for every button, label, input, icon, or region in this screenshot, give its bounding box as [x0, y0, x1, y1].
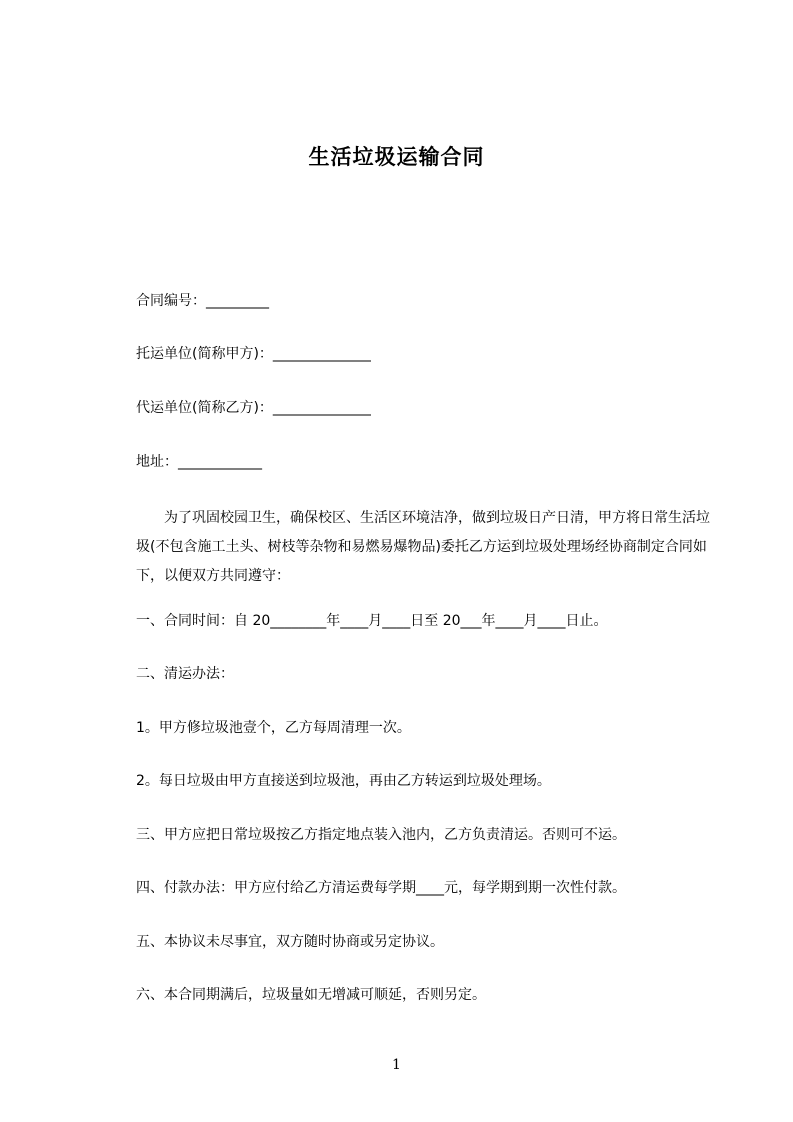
page-number: 1	[392, 1057, 401, 1073]
clause-2-item-1: 1。甲方修垃圾池壹个，乙方每周清理一次。	[136, 720, 411, 736]
clause-3: 三、甲方应把日常垃圾按乙方指定地点装入池内，乙方负责清运。否则可不运。	[136, 827, 626, 843]
clause-6: 六、本合同期满后，垃圾量如无增减可顺延，否则另定。	[136, 987, 486, 1003]
document-title: 生活垃圾运输合同	[308, 145, 485, 169]
address-field: 地址：____________	[136, 454, 262, 470]
clause-1: 一、合同时间：自 20________年____月____日至 20___年____月____日止。	[136, 613, 608, 629]
clause-2: 二、清运办法：	[136, 666, 234, 682]
agent-field: 代运单位(简称乙方)：______________	[136, 400, 371, 416]
clause-4: 四、付款办法：甲方应付给乙方清运费每学期____元，每学期到期一次性付款。	[136, 880, 626, 896]
contract-number-field: 合同编号：_________	[136, 293, 269, 309]
clause-5: 五、本协议未尽事宜，双方随时协商或另定协议。	[136, 934, 444, 950]
intro-paragraph	[136, 504, 716, 591]
clause-2-item-2: 2。每日垃圾由甲方直接送到垃圾池，再由乙方转运到垃圾处理场。	[136, 773, 551, 789]
consignor-field: 托运单位(简称甲方)：______________	[136, 346, 371, 362]
intro-text: 为了巩固校园卫生，确保校区、生活区环境洁净，做到垃圾日产日清，甲方将日常生活垃圾(不包含施工土头、树枝等杂物和易燃易爆物品)委托乙方运到垃圾处理场经协商制定合同如下，以便双方共同遵守：	[136, 510, 710, 584]
